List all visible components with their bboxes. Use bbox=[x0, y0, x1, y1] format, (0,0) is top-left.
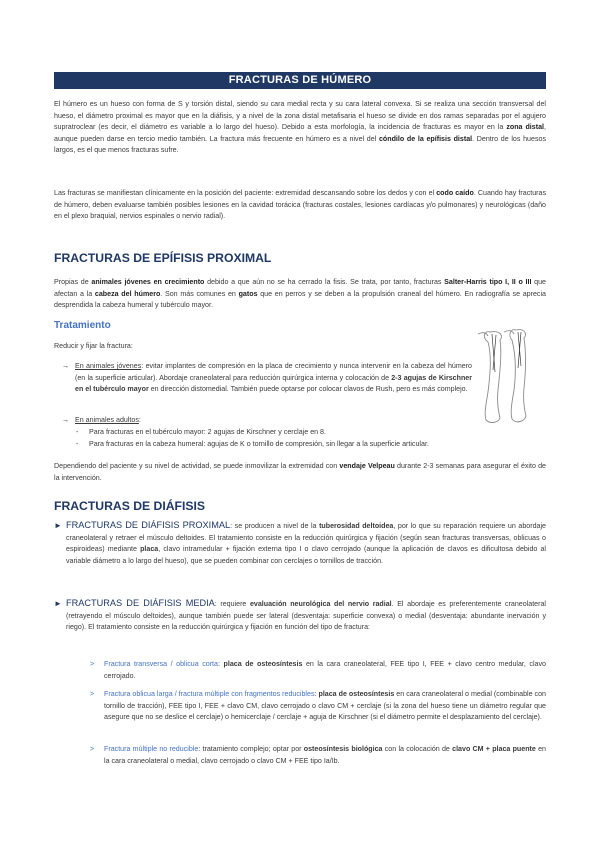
heading-epifisis-proximal: FRACTURAS DE EPÍFISIS PROXIMAL bbox=[54, 251, 272, 265]
intro-paragraph-2: Las fracturas se manifiestan clínicamente en la posición del paciente: extremidad descansando sobre los dedos y con el codo caído. Cuando hay fracturas de húmero, deben evaluarse también posibles lesiones en la cavidad torácica (fracturas costales, lesiones cardíacas y/o pulmonares) y neurológicas (daño en el plexo braquial, nervios espinales o nervio radial). bbox=[54, 189, 547, 221]
velpeau-paragraph: Dependiendo del paciente y su nivel de actividad, se puede inmovilizar la extremidad con vendaje Velpeau durante 2-3 semanas para asegurar el éxito de la intervención. bbox=[54, 462, 546, 482]
triangle-bullet-icon: ► bbox=[54, 521, 62, 530]
diafisis-proximal-item: ► FRACTURAS DE DIÁFISIS PROXIMAL: se producen a nivel de la tuberosidad deltoidea, por lo que su reparación requiere un abordaje craneolateral y retraer el músculo deltoides. El tratamiento consiste en la reducción quirúrgica y fijación (según sean fracturas transversas, oblicuas o espiroideas) mediante placa, clavo intramedular + fijación externa tipo I o clavo cerrojado (aunque la aplicación de clavos es dificultosa debido al variable diámetro a lo largo del hueso), que se pueden combinar con cerclajes o tornillos de tracción. bbox=[54, 520, 546, 565]
diafisis-media-item: ► FRACTURAS DE DIÁFISIS MEDIA: requiere evaluación neurológica del nervio radial. El abordaje es preferentemente craneolateral (retrayendo el músculo deltoides), aunque también puede ser lateral (desventaja: superficie convexa) o medial (desventaja: abundante inervación y riego). El tratamiento consiste en la reducción quirúrgica y fijación en función del tipo de fractura: bbox=[54, 598, 546, 632]
intro-paragraph-1: El húmero es un hueso con forma de S y torsión distal, siendo su cara medial recta y su cara lateral convexa. Si se realiza una sección transversal del hueso, el diámetro proximal es mayor que en la diáfisis, y a nivel de la zona distal metafisaria el hueso se divide en dos ramas separadas por el agujero supratroclear (es decir, el diámetro es variable a lo largo del hueso). Debido a esta morfología, la incidencia de fracturas es mayor en la zona distal, aunque pueden darse en tercio medio también. La fractura más frecuente en húmero es a nivel del cóndilo de la epífisis distal. Dentro de los huesos largos, es el que menos fracturas sufre. bbox=[54, 100, 546, 155]
list-item-adultos: → En animales adultos: bbox=[62, 415, 472, 427]
list-item-adulto-2: - Para fracturas en la cabeza humeral: agujas de K o tornillo de compresión, sin llegar a la superficie articular. bbox=[76, 440, 429, 448]
subitem-transversa: > Fractura transversa / oblicua corta: placa de osteosíntesis en la cara craneolateral, FEE tipo I, FEE + clavo centro medular, clavo cerrojado. bbox=[90, 660, 546, 680]
arrow-icon: → bbox=[62, 416, 70, 424]
chevron-right-icon: > bbox=[90, 746, 95, 753]
list-item-jovenes: → En animales jóvenes: evitar implantes de compresión en la placa de crecimiento y nunca intervenir en la cabeza del húmero (en la superficie articular). Abordaje craneolateral para reducción quirúrgica interna y colocación de 2-3 agujas de Kirschner en el tubérculo mayor en dirección distomedial. También puede optarse por colocar clavos de Rush, pero es más complejo. bbox=[62, 362, 473, 394]
epifisis-paragraph: Propias de animales jóvenes en crecimiento debido a que aún no se ha cerrado la fisis. Se trata, por tanto, fracturas Salter-Harris tipo I, II o III que afectan a la cabeza del húmero. Son más comunes en gatos que en perros y se deben a la propulsión craneal del húmero. En radiografía se aprecia desprendida la cabeza humeral y tubérculo mayor. bbox=[54, 278, 546, 310]
subitem-oblicua-larga: > Fractura oblicua larga / fractura múltiple con fragmentos reducibles: placa de osteosíntesis en cara craneolateral o medial (combinable con tornillo de tracción), FEE tipo I, FEE + clavo CM, clavo cerrojado o clavo CM + cerclaje (si la zona del hueso tiene un diámetro regular que asegure que no se deslice el cerclaje) o hemicerclaje / cerclaje + aguja de Kirschner (si el diámetro permite el desplazamiento del cerclaje). bbox=[90, 690, 546, 722]
heading-tratamiento: Tratamiento bbox=[54, 320, 111, 331]
chevron-right-icon: > bbox=[90, 661, 95, 668]
arrow-icon: → bbox=[62, 362, 70, 370]
humerus-fixation-illustration bbox=[476, 326, 536, 426]
chevron-right-icon: > bbox=[90, 691, 95, 698]
subitem-multiple-no-reducible: > Fractura múltiple no reducible: tratamiento complejo; optar por osteosíntesis biológica con la colocación de clavo CM + placa puente en la cara craneolateral o medial, clavo cerrojado o clavo CM + FEE tipo Ia/Ib. bbox=[90, 745, 546, 765]
triangle-bullet-icon: ► bbox=[54, 599, 62, 608]
list-item-adulto-1: - Para fracturas en el tubérculo mayor: 2 agujas de Kirschner y cerclaje en 8. bbox=[76, 428, 326, 436]
reducir-text: Reducir y fijar la fractura: bbox=[54, 342, 133, 350]
heading-diafisis: FRACTURAS DE DIÁFISIS bbox=[54, 499, 205, 513]
document-title: FRACTURAS DE HÚMERO bbox=[54, 72, 546, 89]
